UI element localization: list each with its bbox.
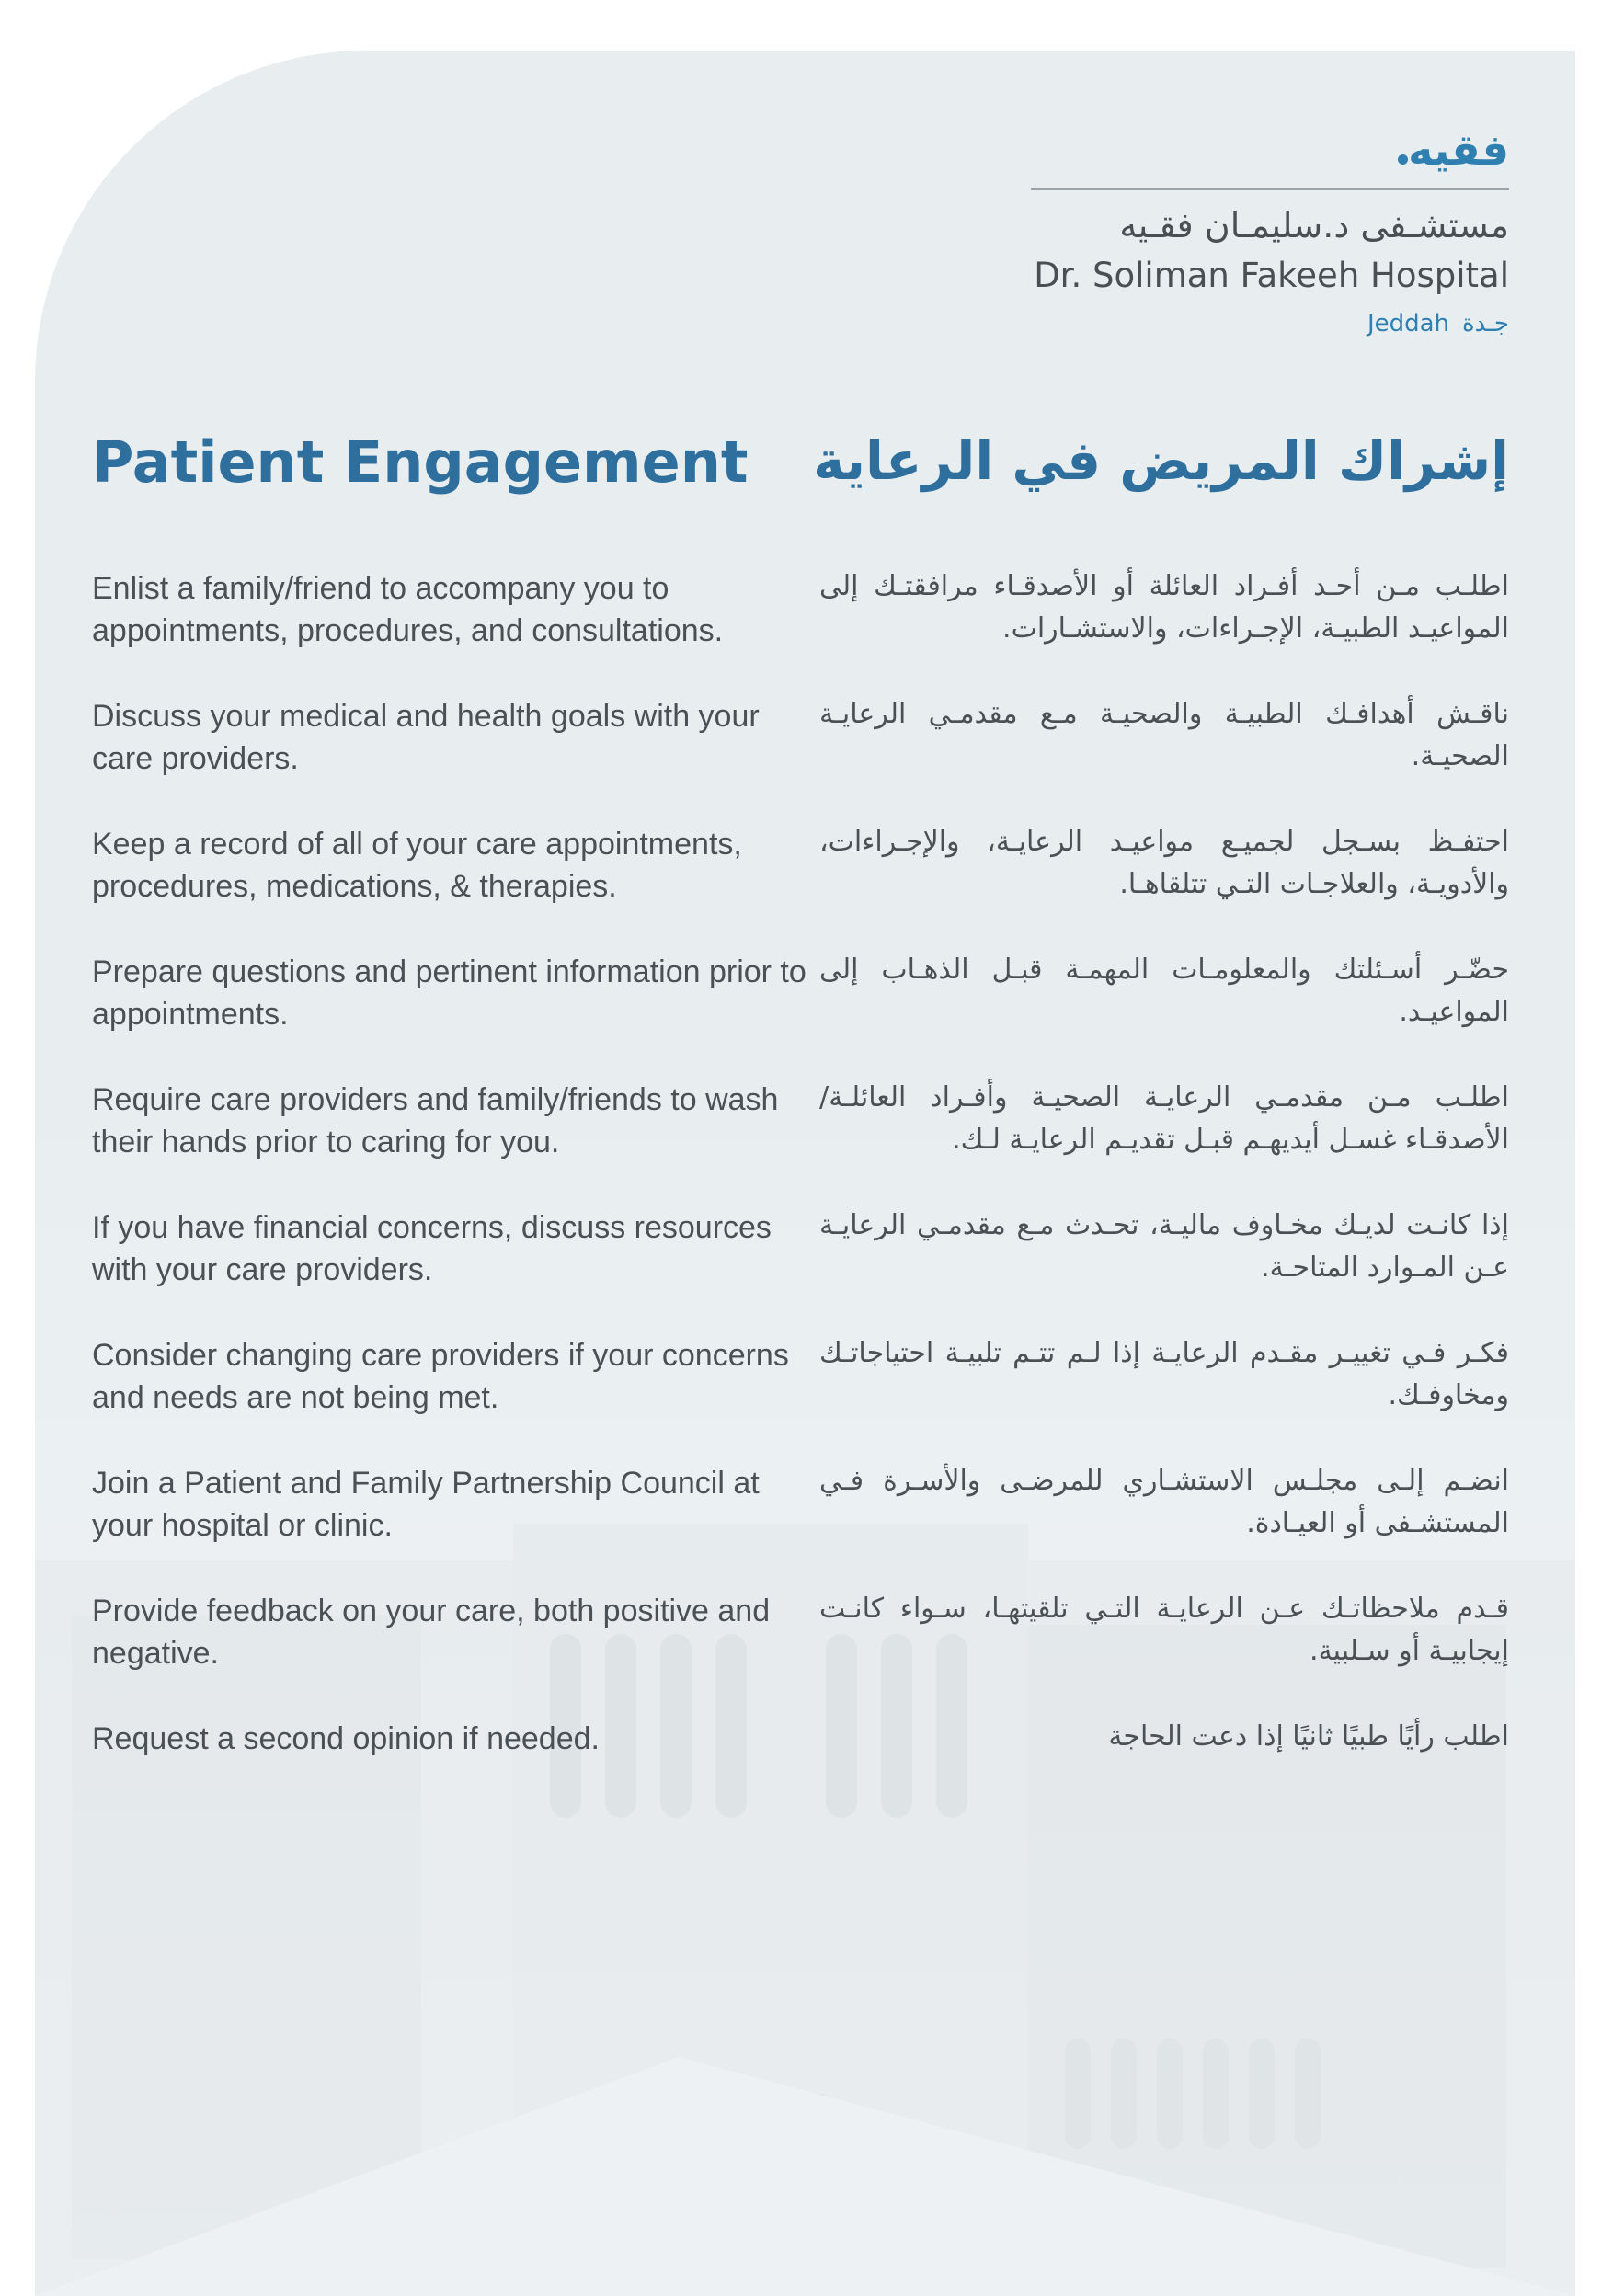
guideline-item-en: Join a Patient and Family Partnership Council at your hospital or clinic. xyxy=(92,1466,760,1543)
guideline-item-en: Request a second opinion if needed. xyxy=(92,1721,600,1756)
guideline-item-ar: اطلـب مـن مقدمـي الرعايـة الصحيـة وأفـراد العائلـة/ الأصدقـاء غسـل أيديهـم قبـل تقديـم الرعايـة لـك. xyxy=(819,1081,1509,1156)
guideline-item-en: Consider changing care providers if your concerns and needs are not being met. xyxy=(92,1338,789,1415)
arabic-guidelines-list xyxy=(819,565,1509,1844)
guideline-item-en: If you have financial concerns, discuss resources with your care providers. xyxy=(92,1210,772,1287)
guideline-item-ar: احتفـظ بسـجل لجميـع مواعيـد الرعايـة، والإجـراءات، والأدويـة، والعلاجـات التـي تتلقاهـا. xyxy=(819,826,1509,900)
content-panel xyxy=(35,51,1575,2296)
guideline-item-ar: اطلب رأيًا طبيًا ثانيًا إذا دعت الحاجة xyxy=(1108,1720,1509,1753)
guideline-item-ar: فكـر فـي تغييـر مقـدم الرعايـة إذا لـم تتـم تلبيـة احتياجاتـك ومخاوفـك. xyxy=(819,1337,1509,1411)
hospital-header xyxy=(1031,122,1509,339)
guideline-item-en: Discuss your medical and health goals with your care providers. xyxy=(92,699,760,776)
city-english: Jeddah xyxy=(1367,310,1450,337)
guideline-item-ar: انضـم إلـى مجلـس الاستشـاري للمرضـى والأسـرة فـي المستشـفى أو العيـادة. xyxy=(819,1465,1509,1539)
city-arabic: جـدة xyxy=(1462,310,1509,337)
guideline-item-ar: قـدم ملاحظاتـك عـن الرعايـة التـي تلقيتهـا، سـواء كانـت إيجابيـة أو سـلبية. xyxy=(819,1593,1509,1667)
hospital-logo xyxy=(1031,122,1509,177)
guideline-item-en: Keep a record of all of your care appointments, procedures, medications, & therapies. xyxy=(92,827,742,904)
guideline-item-ar: ناقـش أهدافـك الطبيـة والصحيـة مـع مقدمـي الرعايـة الصحيـة. xyxy=(819,698,1509,772)
guideline-item-en: Require care providers and family/friends to wash their hands prior to caring for you. xyxy=(92,1082,779,1159)
guideline-item-ar: إذا كانـت لديـك مخـاوف ماليـة، تحـدث مـع مقدمـي الرعايـة عـن المـوارد المتاحـة. xyxy=(819,1209,1509,1284)
section-title-arabic: إشراك المريض في الرعاية xyxy=(813,429,1509,492)
hospital-name-arabic: مستشـفى د.سليمـان فقـيه xyxy=(1119,205,1509,246)
section-title-english: Patient Engagement xyxy=(92,428,749,496)
english-guidelines-list xyxy=(92,567,807,1845)
guideline-item-en: Prepare questions and pertinent information prior to appointments. xyxy=(92,954,806,1032)
hospital-name-english: Dr. Soliman Fakeeh Hospital xyxy=(1034,256,1509,295)
guideline-item-en: Provide feedback on your care, both positive and negative. xyxy=(92,1593,771,1671)
logo-text: فقيه xyxy=(1408,125,1509,175)
hospital-city xyxy=(1031,308,1509,339)
guideline-item-en: Enlist a family/friend to accompany you to appointments, procedures, and consultations. xyxy=(92,571,724,648)
guideline-item-ar: حضّـر أسـئلتك والمعلومـات المهمـة قبـل الذهـاب إلى المواعيـد. xyxy=(819,954,1509,1028)
logo-dot-icon xyxy=(1398,154,1408,165)
header-divider xyxy=(1031,188,1509,190)
guideline-item-ar: اطلـب مـن أحـد أفـراد العائلة أو الأصدقـاء مرافقتـك إلى المواعيـد الطبيـة، الإجـراءات، والاستشـارات. xyxy=(819,570,1509,645)
